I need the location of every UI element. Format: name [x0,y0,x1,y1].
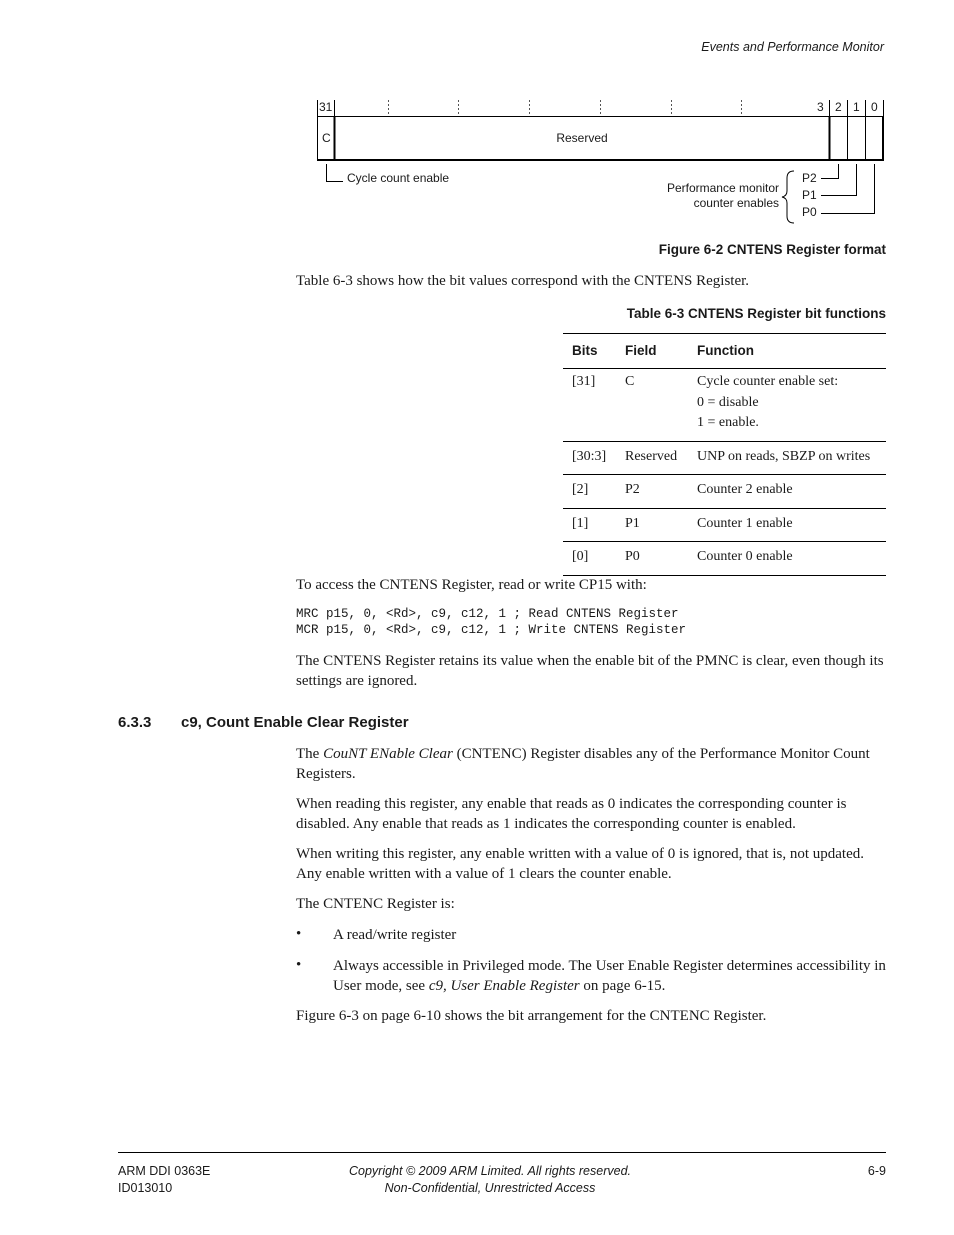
register-format-diagram [300,92,900,228]
footer-rule [118,1152,886,1153]
curly-brace [782,171,794,223]
function-line: Cycle counter enable set: [697,374,839,389]
p0-label: P0 [802,205,817,219]
bullet-text-post: on page 6-15. [579,977,666,994]
cell-bits: [30:3] [563,441,616,475]
copyright-notice: Copyright © 2009 ARM Limited. All rights reserved. [348,1164,631,1178]
bullet-symbol: • [296,926,302,942]
cell-function [688,369,886,442]
register-is-paragraph: The CNTENC Register is: [296,896,455,912]
bullet-text: Always accessible in Privileged mode. The User Enable Register determines accessibility in User mode, see [333,958,886,994]
bit-label-31: 31 [319,100,333,114]
cntens-bit-functions-table [563,333,886,576]
cell-function: Counter 0 enable [688,542,886,576]
function-line: 1 = enable. [697,415,759,430]
field-c-label: C [322,131,331,145]
user-enable-register-link[interactable]: c9, User Enable Register [428,977,580,994]
confidentiality-notice: Non-Confidential, Unrestricted Access [384,1181,596,1195]
table-row [563,475,886,509]
bit-label-3: 3 [817,100,824,114]
access-paragraph: To access the CNTENS Register, read or write CP15 with: [296,577,647,593]
byte-dash-marks [389,100,742,116]
bit-label-1: 1 [853,100,860,114]
writing-paragraph: When writing this register, any enable written with a value of 0 is ignored, that is, not updated. Any enable written with a value of 1 clears the counter enable. [296,846,865,882]
cell-bits: [2] [563,475,616,509]
figure-reference-paragraph: Figure 6-3 on page 6-10 shows the bit arrangement for the CNTENC Register. [296,1008,767,1024]
bit-label-2: 2 [835,100,842,114]
table-row [563,441,886,475]
table-row [563,542,886,576]
cntenc-intro-paragraph [296,745,888,784]
cell-field: P1 [616,508,688,542]
doc-number: ARM DDI 0363E [118,1164,211,1178]
cell-function: UNP on reads, SBZP on writes [688,441,886,475]
bullet-read-write: A read/write register [333,927,457,943]
running-header: Events and Performance Monitor [701,40,884,54]
bullet-privileged-access [333,957,888,996]
doc-id: ID013010 [118,1181,173,1195]
cycle-count-enable-label: Cycle count enable [347,171,450,185]
cycle-enable-leader-line [327,164,344,182]
pmc-enables-label-line1: Performance monitor [666,181,779,195]
pmc-enables-label-line2: counter enables [693,196,779,210]
p1-label: P1 [802,188,817,202]
p2-label: P2 [802,171,817,185]
function-line: 0 = disable [697,394,759,410]
footer-center [300,1163,680,1197]
header-field: Field [616,334,688,369]
field-reserved-label: Reserved [556,131,608,145]
code-line-write: MCR p15, 0, <Rd>, c9, c12, 1 ; Write CNTENS Register [296,623,687,637]
footer-doc-id [118,1163,210,1197]
table-header-row [563,334,886,369]
table-row [563,369,886,442]
cell-function: Counter 2 enable [688,475,886,509]
code-line-read: MRC p15, 0, <Rd>, c9, c12, 1 ; Read CNTENS Register [296,607,679,621]
cell-bits: [0] [563,542,616,576]
cell-field: Reserved [616,441,688,475]
para1-text-post: (CNTENC) Register disables any of the Performance Monitor Count Registers. [296,746,870,782]
bit-label-0: 0 [871,100,878,114]
para1-text: The [296,746,324,762]
cell-bits: [31] [563,369,616,442]
cell-function: Counter 1 enable [688,508,886,542]
header-function: Function [688,334,886,369]
header-bits: Bits [563,334,616,369]
section-heading [118,714,409,731]
cell-field: P0 [616,542,688,576]
cell-field: C [616,369,688,442]
page-number: 6-9 [867,1164,886,1178]
section-number: 6.3.3 [118,714,152,731]
reading-paragraph: When reading this register, any enable that reads as 0 indicates the corresponding counter is disabled. Any enable that reads as 1 indicates the corresponding counter is enabled. [296,796,847,832]
cell-bits: [1] [563,508,616,542]
table-caption: Table 6-3 CNTENS Register bit functions [626,306,886,321]
table-row [563,508,886,542]
intro-paragraph: Table 6-3 shows how the bit values correspond with the CNTENS Register. [296,273,750,289]
bullet-symbol: • [296,957,302,973]
counter-leader-lines [821,164,875,214]
para1-italic: CouNT ENable Clear [323,746,453,762]
cell-field: P2 [616,475,688,509]
section-title: c9, Count Enable Clear Register [181,714,409,731]
figure-caption: Figure 6-2 CNTENS Register format [658,242,886,257]
retain-paragraph: The CNTENS Register retains its value when the enable bit of the PMNC is clear, even though its settings are ignored. [296,653,884,689]
